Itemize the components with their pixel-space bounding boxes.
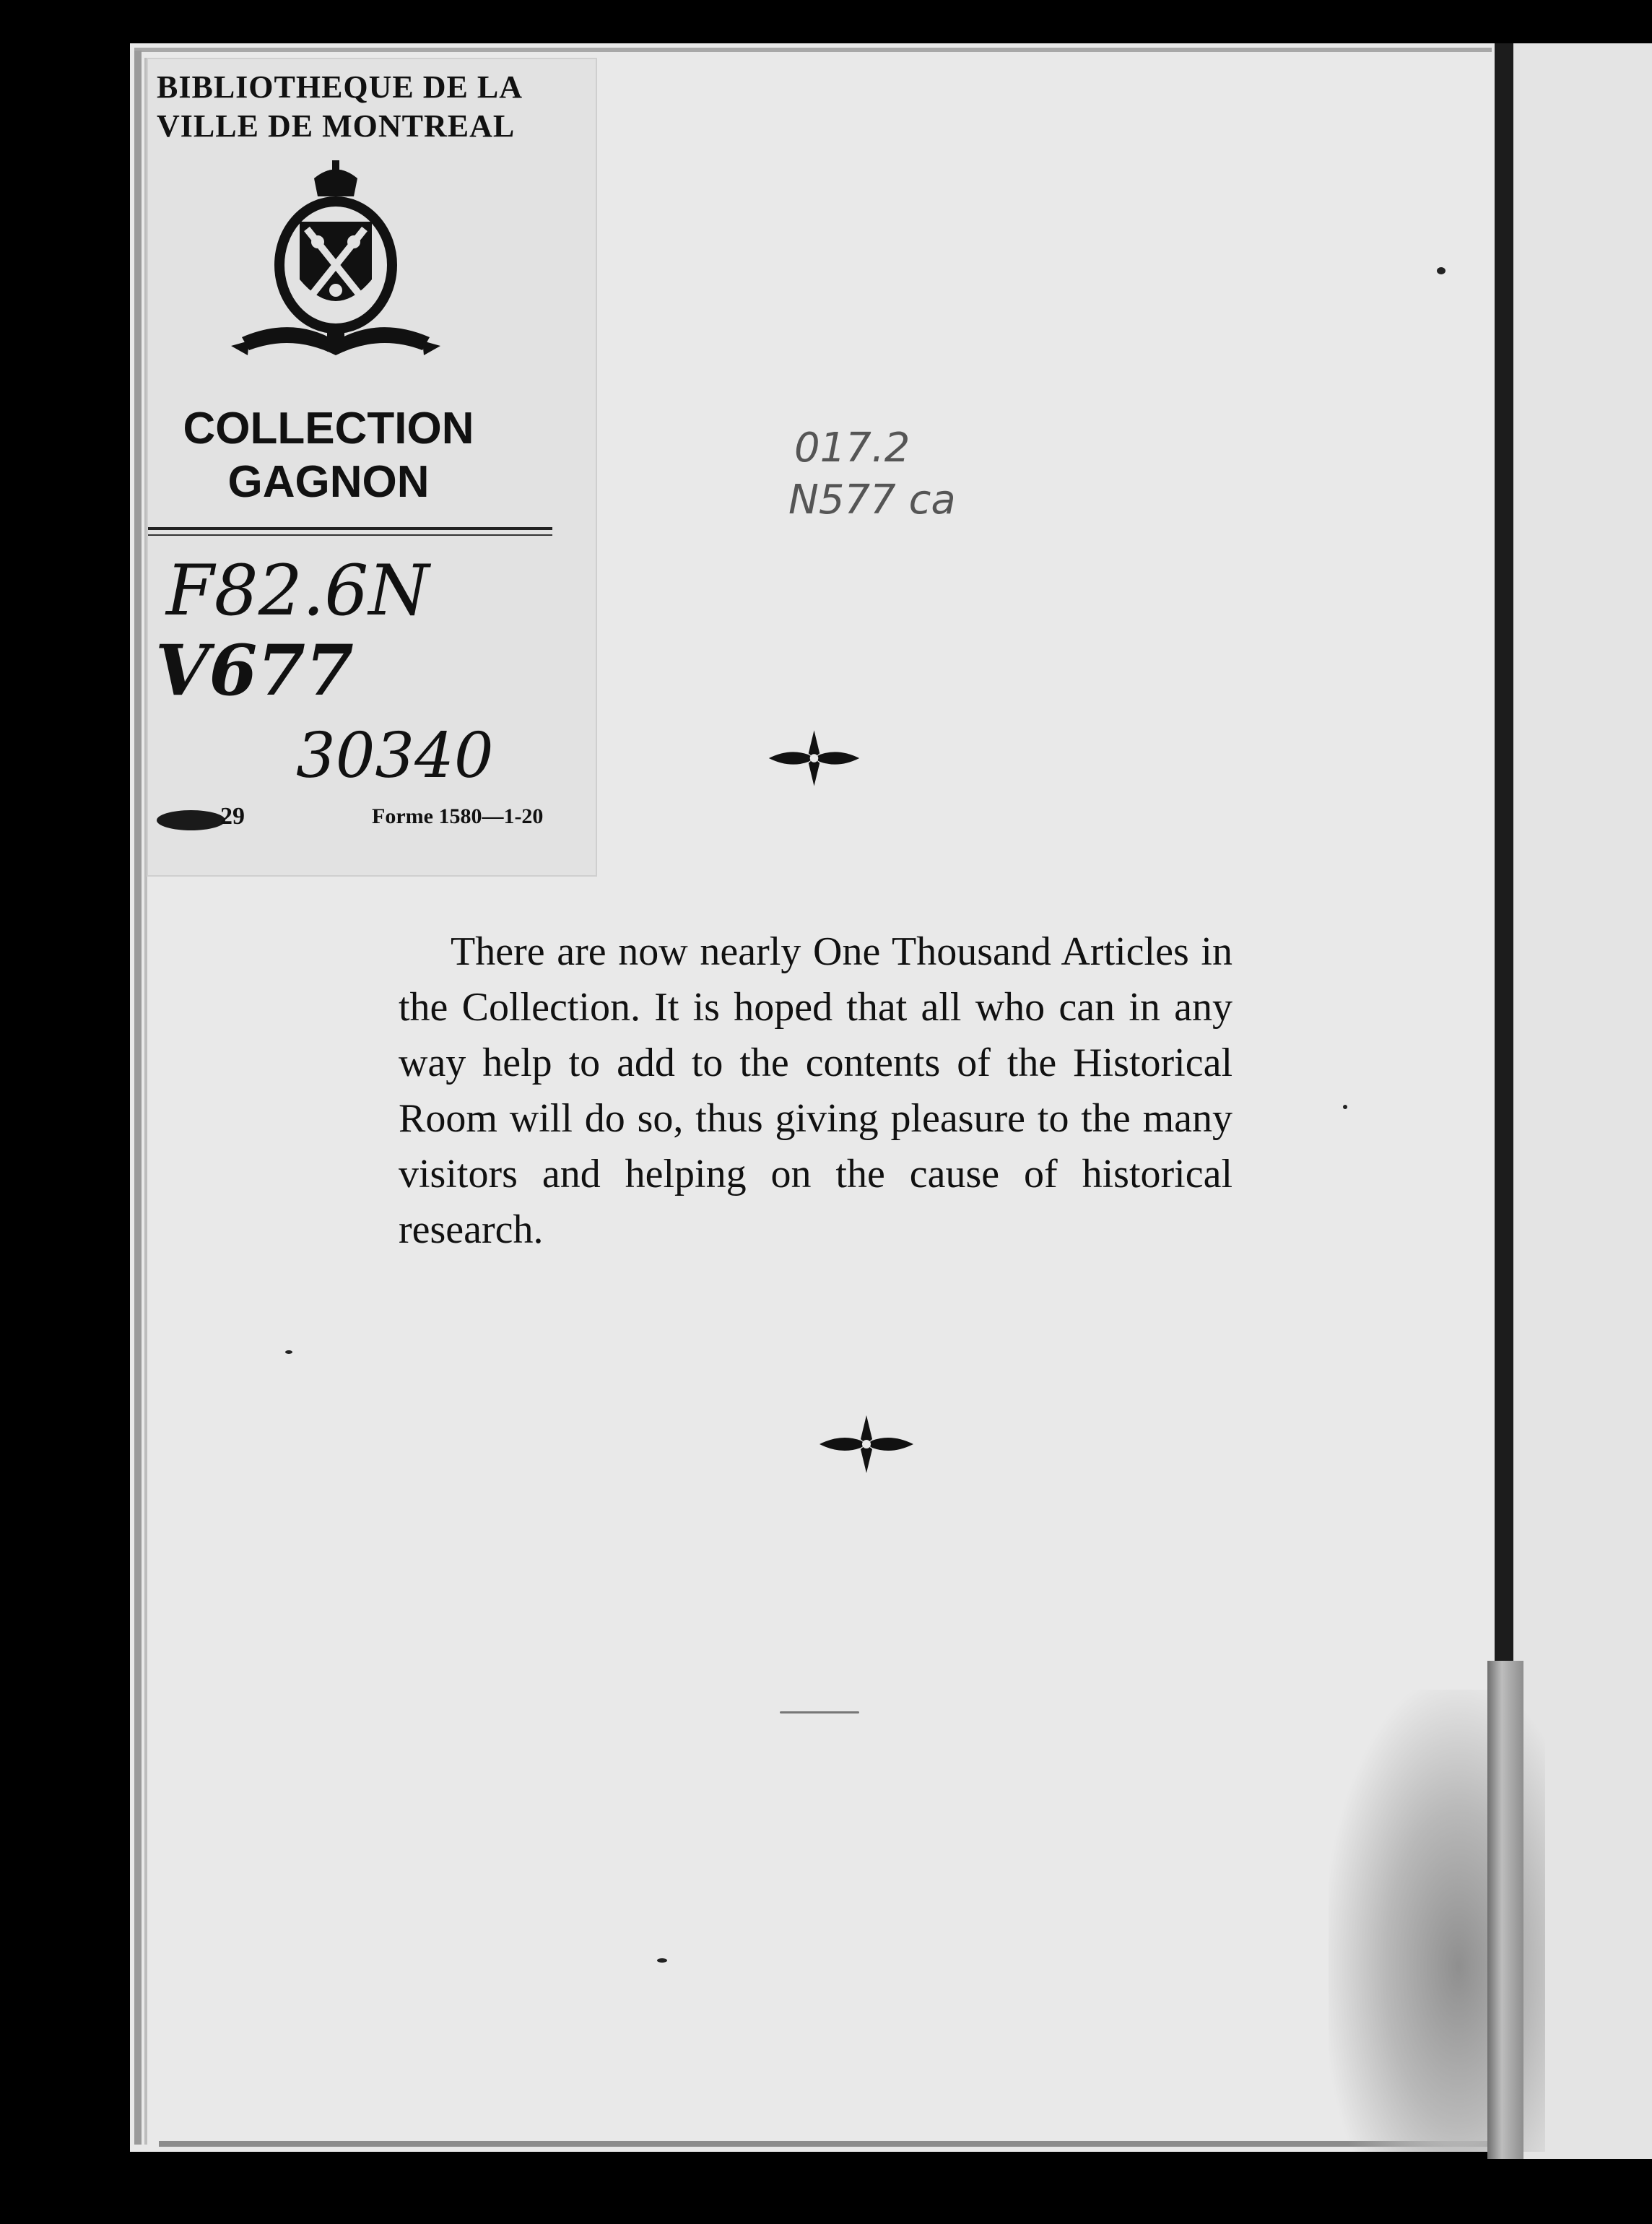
- call-number-line1: F82.6N: [166, 550, 430, 631]
- fleuron-ornament-icon: [765, 726, 863, 791]
- library-name-line2: VILLE DE MONTREAL: [157, 108, 516, 144]
- paper-speck: [1343, 1105, 1347, 1109]
- stamp-divider: [148, 527, 552, 530]
- binding-spine-lower: [1487, 1661, 1523, 2159]
- paper-speck: [780, 1711, 859, 1713]
- form-mark-number: 29: [220, 803, 245, 830]
- form-identifier: Forme 1580—1-20: [372, 804, 544, 828]
- page-top-edge: [134, 48, 1492, 52]
- accession-number: 30340: [296, 720, 494, 792]
- page-left-edge: [134, 51, 142, 2145]
- montreal-crest-icon: [227, 157, 444, 402]
- pencil-classification-line2: N577 ca: [788, 477, 956, 524]
- page-left-edge-inner: [144, 58, 147, 2145]
- library-name: [157, 68, 523, 146]
- form-mark-smudge: [157, 810, 225, 830]
- collection-title-line2: GAGNON: [227, 457, 430, 507]
- stamp-divider-thin: [148, 534, 552, 536]
- collection-paragraph: There are now nearly One Thousand Articles in the Collection. It is hoped that all who can in any way help to add to the contents of the Historical Room will do so, thus giving pleasure to the many visitors and helping on the cause of historical research.: [399, 929, 1233, 1252]
- binding-spine: [1495, 43, 1513, 1791]
- library-name-line1: BIBLIOTHEQUE DE LA: [157, 69, 523, 105]
- collection-title-line1: COLLECTION: [183, 404, 474, 453]
- pencil-classification: [788, 422, 956, 526]
- paper-speck: [285, 1350, 292, 1354]
- library-stamp: [148, 59, 596, 875]
- pencil-classification-line1: 017.2: [794, 425, 910, 472]
- call-number-line2: V677: [155, 630, 354, 711]
- collection-title: [148, 402, 509, 509]
- fleuron-ornament-bottom-icon: [816, 1412, 917, 1477]
- paper-speck: [1437, 267, 1446, 274]
- paper-speck: [657, 1958, 667, 1963]
